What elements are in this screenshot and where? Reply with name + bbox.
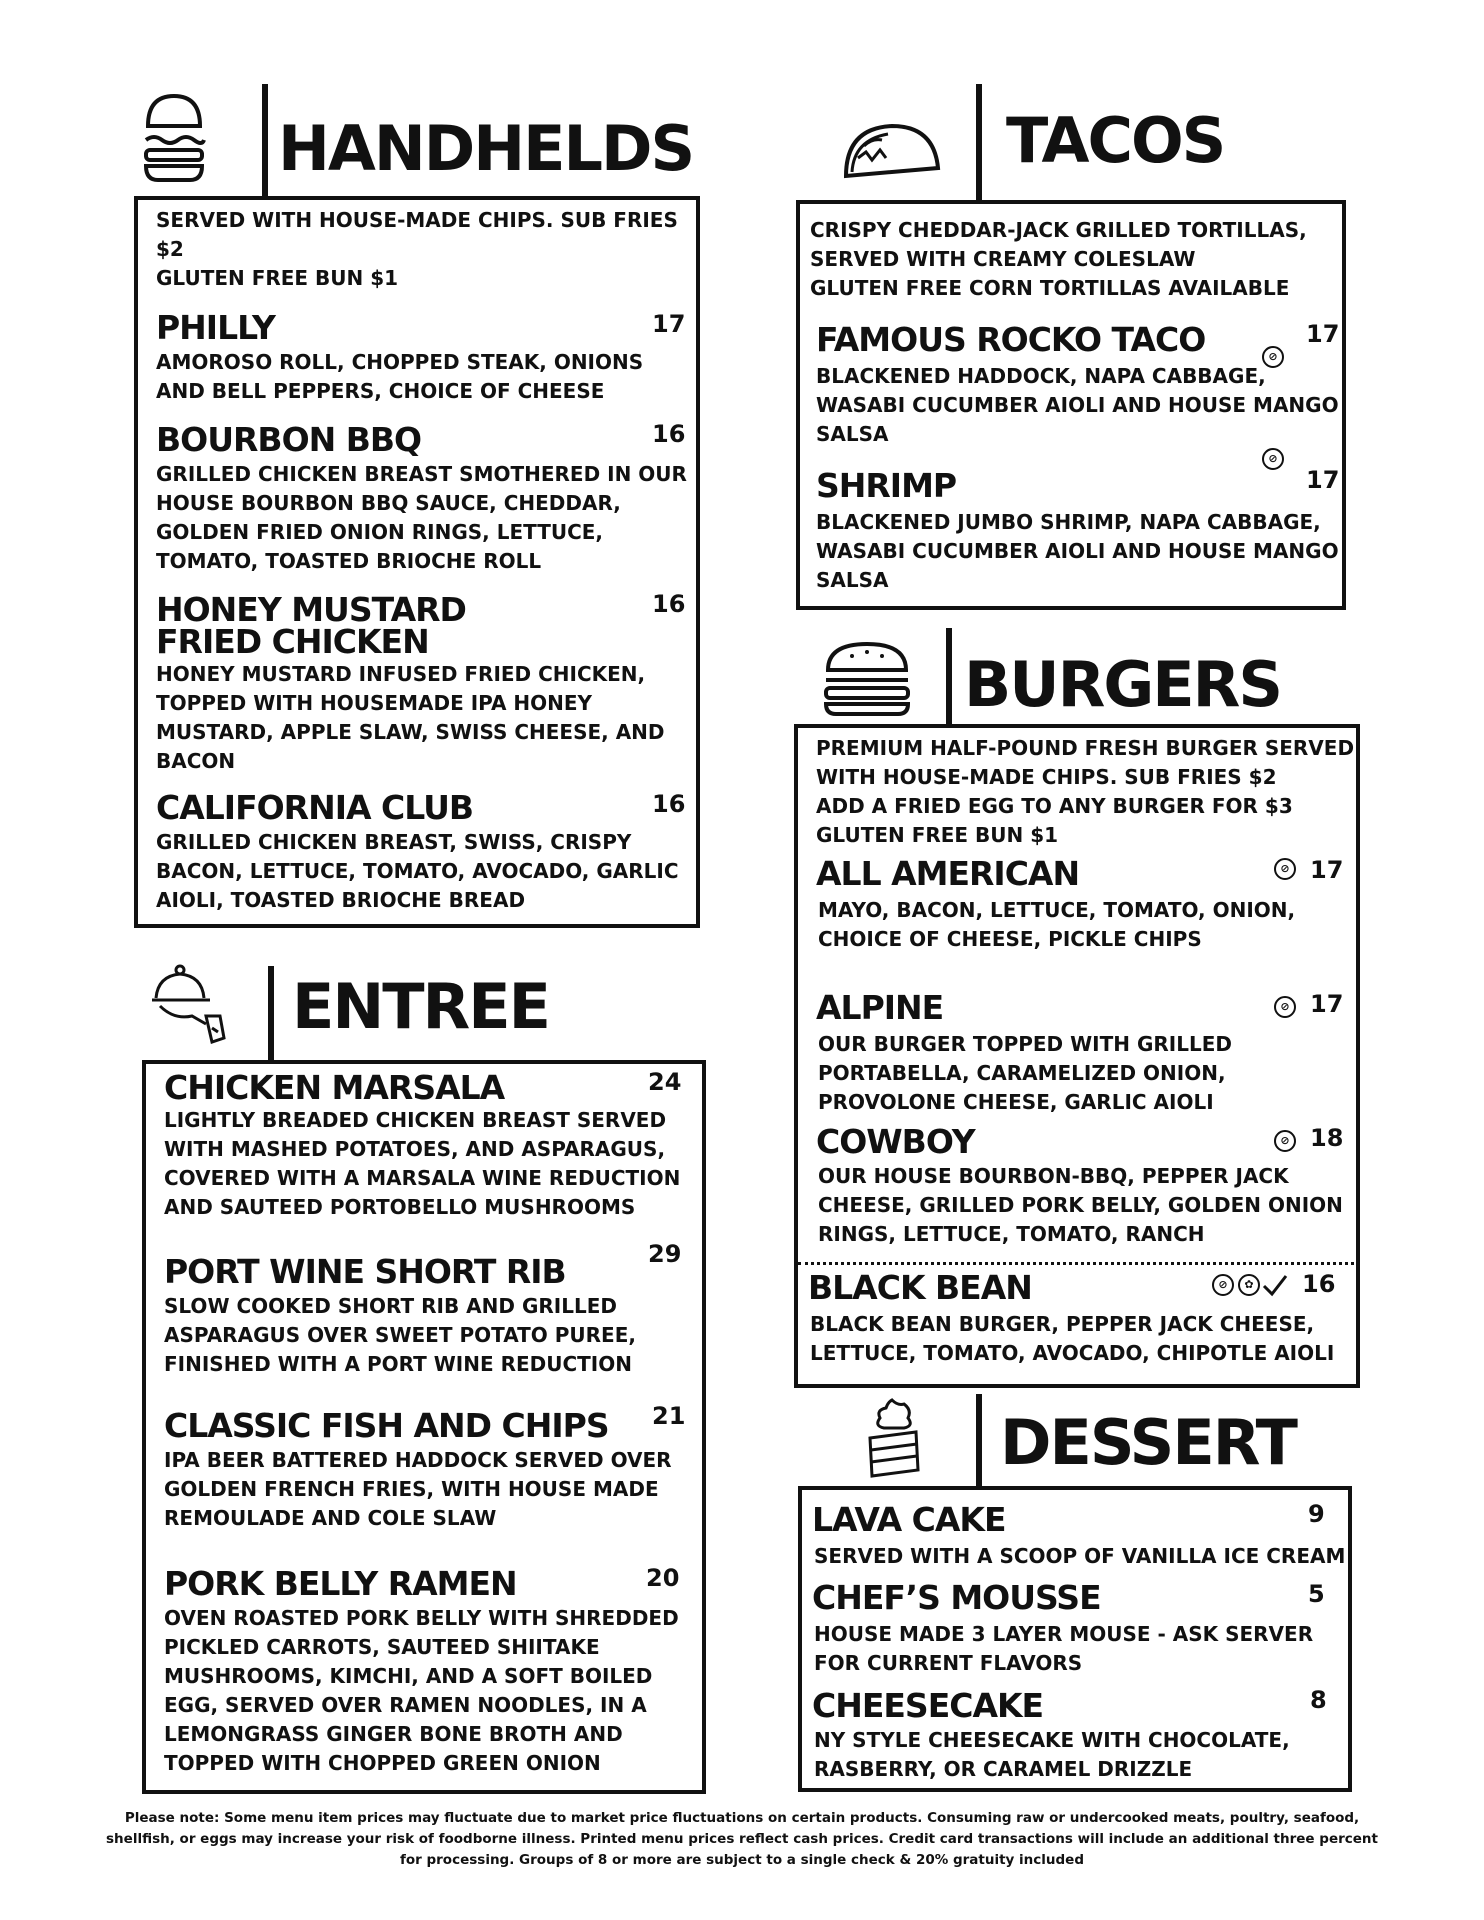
taco-icon <box>842 118 942 182</box>
burgers-title: BURGERS <box>964 648 1281 721</box>
menu-item-desc: GRILLED CHICKEN BREAST, SWISS, CRISPY BACON, LETTUCE, TOMATO, AVOCADO, GARLIC AIOLI, TOASTED BRIOCHE BREAD <box>156 830 679 912</box>
menu-item-desc: GRILLED CHICKEN BREAST SMOTHERED IN OUR HOUSE BOURBON BBQ SAUCE, CHEDDAR, GOLDEN FRIED ONION RINGS, LETTUCE, TOMATO, TOASTED BRIOCHE ROLL <box>156 462 687 573</box>
menu-item-name: PORK BELLY RAMEN <box>164 1564 517 1603</box>
menu-item-price: 16 <box>652 790 686 818</box>
menu-item-name: LAVA CAKE <box>812 1500 1006 1539</box>
menu-item-price: 16 <box>652 420 686 448</box>
menu-item-desc: HOUSE MADE 3 LAYER MOUSE - ASK SERVER FOR CURRENT FLAVORS <box>814 1622 1314 1675</box>
burger-icon <box>822 640 912 718</box>
menu-item-price: 16 <box>652 590 686 618</box>
menu-item-desc: BLACKENED HADDOCK, NAPA CABBAGE, WASABI CUCUMBER AIOLI AND HOUSE MANGO SALSA <box>816 364 1339 446</box>
menu-item-desc: OUR BURGER TOPPED WITH GRILLED PORTABELLA, CARAMELIZED ONION, PROVOLONE CHEESE, GARLIC AIOLI <box>818 1032 1232 1114</box>
menu-item-price: 20 <box>646 1564 680 1592</box>
menu-item-name: ALPINE <box>816 988 944 1027</box>
tacos-note: CRISPY CHEDDAR-JACK GRILLED TORTILLAS, SERVED WITH CREAMY COLESLAW GLUTEN FREE CORN TORTILLAS AVAILABLE <box>810 218 1307 300</box>
tacos-title: TACOS <box>1006 104 1225 177</box>
menu-item-desc: SERVED WITH A SCOOP OF VANILLA ICE CREAM <box>814 1544 1346 1568</box>
entree-title: ENTREE <box>292 970 549 1043</box>
gluten-free-icon: ⊘ <box>1262 346 1284 368</box>
menu-item-name: ALL AMERICAN <box>816 854 1080 893</box>
menu-item-desc: BLACKENED JUMBO SHRIMP, NAPA CABBAGE, WASABI CUCUMBER AIOLI AND HOUSE MANGO SALSA <box>816 510 1339 592</box>
menu-item-name: CHEESECAKE <box>812 1686 1044 1725</box>
menu-item-price: 17 <box>652 310 686 338</box>
menu-item-price: 17 <box>1310 856 1344 884</box>
menu-item-desc: BLACK BEAN BURGER, PEPPER JACK CHEESE, LETTUCE, TOMATO, AVOCADO, CHIPOTLE AIOLI <box>810 1312 1335 1365</box>
handhelds-note: SERVED WITH HOUSE-MADE CHIPS. SUB FRIES $2 GLUTEN FREE BUN $1 <box>156 208 678 290</box>
check-icon <box>1262 1274 1288 1298</box>
menu-item-price: 21 <box>652 1402 686 1430</box>
menu-item-desc: MAYO, BACON, LETTUCE, TOMATO, ONION, CHOICE OF CHEESE, PICKLE CHIPS <box>818 898 1296 951</box>
menu-item-desc: LIGHTLY BREADED CHICKEN BREAST SERVED WITH MASHED POTATOES, AND ASPARAGUS, COVERED WITH A MARSALA WINE REDUCTION AND SAUTEED PORTOBELLO MUSHROOMS <box>164 1108 681 1219</box>
menu-item-name: COWBOY <box>816 1122 975 1161</box>
menu-item-price: 8 <box>1310 1686 1327 1714</box>
handhelds-title: HANDHELDS <box>278 112 694 185</box>
menu-item-name: BLACK BEAN <box>808 1268 1032 1307</box>
menu-item-name: PHILLY <box>156 308 275 347</box>
menu-item-name: HONEY MUSTARD FRIED CHICKEN <box>156 590 466 661</box>
menu-item-name: CHEF’S MOUSSE <box>812 1578 1101 1617</box>
burgers-note: PREMIUM HALF-POUND FRESH BURGER SERVED WITH HOUSE-MADE CHIPS. SUB FRIES $2 ADD A FRIED EGG TO ANY BURGER FOR $3 GLUTEN FREE BUN $1 <box>816 736 1355 847</box>
menu-item-price: 29 <box>648 1240 682 1268</box>
menu-item-name: CALIFORNIA CLUB <box>156 788 474 827</box>
gluten-free-icon: ⊘ <box>1262 448 1284 470</box>
menu-item-price: 17 <box>1310 990 1344 1018</box>
gluten-free-icon: ⊘ <box>1274 996 1296 1018</box>
menu-item-name: CHICKEN MARSALA <box>164 1068 505 1107</box>
menu-item-desc: OVEN ROASTED PORK BELLY WITH SHREDDED PICKLED CARROTS, SAUTEED SHIITAKE MUSHROOMS, KIMCHI, AND A SOFT BOILED EGG, SERVED OVER RAMEN NOODLES, IN A LEMONGRASS GINGER BONE BROTH AND TOPPED WITH CHOPPED GREEN ONION <box>164 1606 679 1775</box>
menu-item-name: FAMOUS ROCKO TACO <box>816 320 1206 359</box>
menu-item-desc: OUR HOUSE BOURBON-BBQ, PEPPER JACK CHEESE, GRILLED PORK BELLY, GOLDEN ONION RINGS, LETTUCE, TOMATO, RANCH <box>818 1164 1343 1246</box>
gluten-free-icon: ⊘ <box>1274 858 1296 880</box>
menu-item-price: 9 <box>1308 1500 1325 1528</box>
menu-item-price: 18 <box>1310 1124 1344 1152</box>
vegetarian-icon: ✿ <box>1238 1274 1260 1296</box>
menu-item-price: 5 <box>1308 1580 1325 1608</box>
menu-item-price: 17 <box>1306 320 1340 348</box>
divider <box>798 1262 1354 1265</box>
menu-item-desc: IPA BEER BATTERED HADDOCK SERVED OVER GOLDEN FRENCH FRIES, WITH HOUSE MADE REMOULADE AND COLE SLAW <box>164 1448 672 1530</box>
menu-item-desc: AMOROSO ROLL, CHOPPED STEAK, ONIONS AND BELL PEPPERS, CHOICE OF CHEESE <box>156 350 644 403</box>
dessert-title: DESSERT <box>1000 1406 1296 1479</box>
menu-item-name: SHRIMP <box>816 466 957 505</box>
cloche-icon <box>150 962 240 1046</box>
gluten-free-icon: ⊘ <box>1274 1130 1296 1152</box>
menu-item-name: PORT WINE SHORT RIB <box>164 1252 566 1291</box>
menu-item-price: 17 <box>1306 466 1340 494</box>
menu-item-desc: NY STYLE CHEESECAKE WITH CHOCOLATE, RASBERRY, OR CARAMEL DRIZZLE <box>814 1728 1290 1781</box>
menu-item-desc: SLOW COOKED SHORT RIB AND GRILLED ASPARAGUS OVER SWEET POTATO PUREE, FINISHED WITH A PORT WINE REDUCTION <box>164 1294 636 1376</box>
cake-slice-icon <box>864 1396 924 1480</box>
menu-item-price: 24 <box>648 1068 682 1096</box>
burger-icon <box>142 90 206 186</box>
menu-item-name: CLASSIC FISH AND CHIPS <box>164 1406 609 1445</box>
disclaimer: Please note: Some menu item prices may fluctuate due to market price fluctuations on certain products. Consuming raw or undercooked meats, poultry, seafood, shellfish, or eggs may increase your risk of foodborne illness. Printed menu prices reflect cash prices. Credit card transactions will include an additional three percent for processing. Groups of 8 or more are subject to a single check & 20% gratuity included <box>106 1810 1378 1868</box>
menu-item-desc: HONEY MUSTARD INFUSED FRIED CHICKEN, TOPPED WITH HOUSEMADE IPA HONEY MUSTARD, APPLE SLAW, SWISS CHEESE, AND BACON <box>156 662 665 773</box>
menu-item-price: 16 <box>1302 1270 1336 1298</box>
menu-item-name: BOURBON BBQ <box>156 420 422 459</box>
gluten-free-icon: ⊘ <box>1212 1274 1234 1296</box>
